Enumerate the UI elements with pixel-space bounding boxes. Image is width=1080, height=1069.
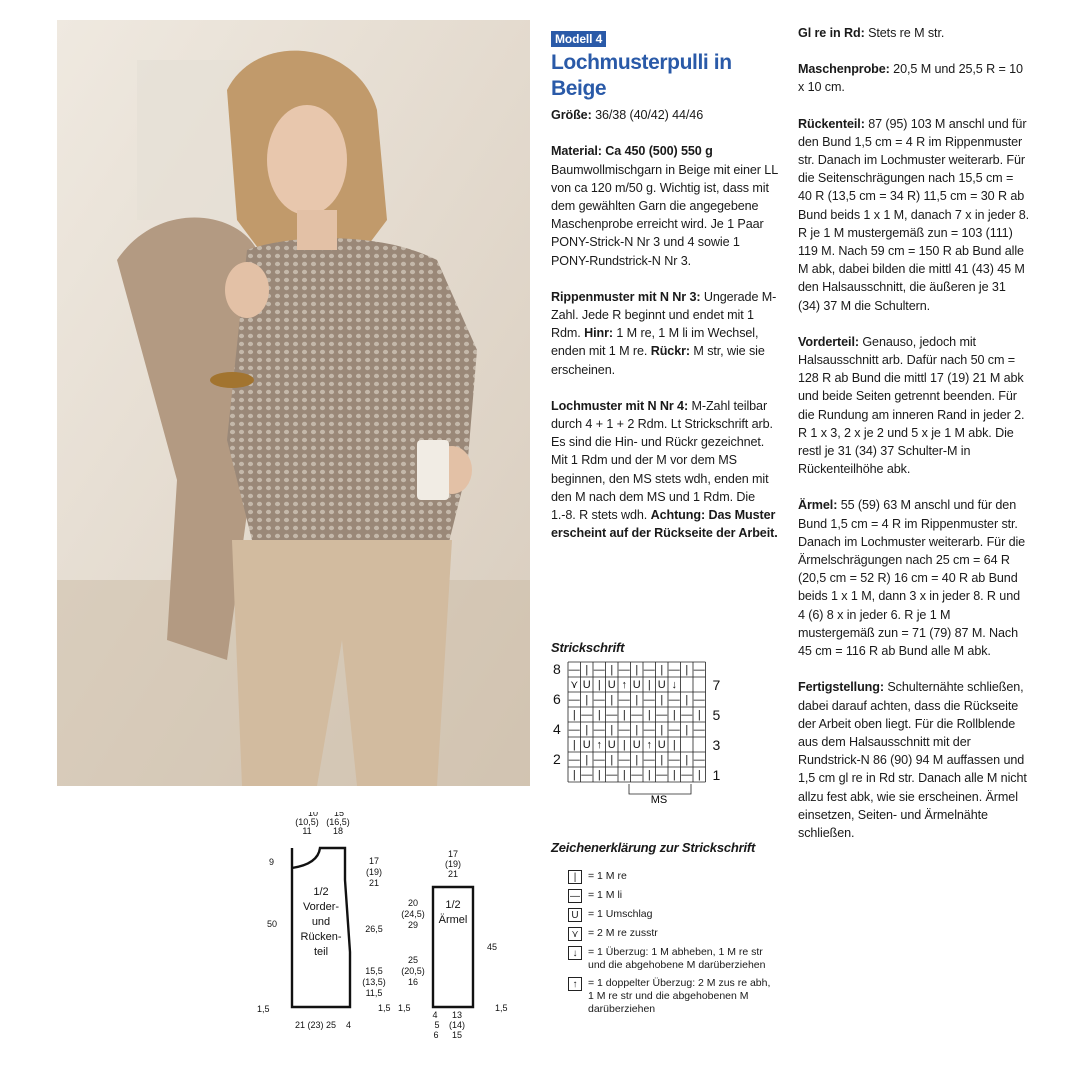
chart-cell-symbol: ⋎ xyxy=(570,679,579,691)
chart-cell-symbol: | xyxy=(622,709,626,721)
legend-symbol-icon: ↑ xyxy=(568,977,582,991)
chart-cell-symbol: — xyxy=(568,664,580,676)
legend-heading: Zeichenerklärung zur Strickschrift xyxy=(551,840,756,855)
body-label-2: Vorder- xyxy=(302,901,340,913)
sleeve-left-b-3: 16 xyxy=(407,977,419,987)
body-top-left-2: (10,5) xyxy=(295,817,319,827)
chart-cell-symbol: U xyxy=(607,739,616,751)
chart-cell-symbol: | xyxy=(672,709,676,721)
sleeve-left-b-2: (20,5) xyxy=(401,966,425,976)
body-left-15: 1,5 xyxy=(257,1004,270,1014)
lochmuster-section xyxy=(551,397,779,543)
chart-cell-symbol: — xyxy=(593,694,605,706)
aermel-label: Ärmel: xyxy=(798,498,838,513)
chart-cell-symbol: — xyxy=(593,754,605,766)
body-right-15: 1,5 xyxy=(378,1003,391,1013)
sleeve-right-15: 1,5 xyxy=(495,1003,508,1013)
legend-symbol-icon: ⋎ xyxy=(568,927,582,941)
chart-row-label-right: 1 xyxy=(712,767,721,783)
ruecken-label: Rückenteil: xyxy=(798,116,865,131)
sleeve-left-b-1: 25 xyxy=(407,955,419,965)
chart-cell-symbol: | xyxy=(597,769,601,781)
chart-row-label-right: 5 xyxy=(712,707,721,723)
body-right-low-1: 15,5 xyxy=(365,966,383,976)
chart-cell-symbol: — xyxy=(593,664,605,676)
sleeve-right-45: 45 xyxy=(487,942,498,952)
chart-cell-symbol: — xyxy=(681,709,693,721)
chart-row-label-right: 7 xyxy=(712,677,721,693)
chart-cell-symbol: | xyxy=(597,679,601,691)
chart-cell-symbol: | xyxy=(610,694,614,706)
chart-row-label-left: 6 xyxy=(553,691,561,707)
ruecken-text: 87 (95) 103 M anschl und für den Bund 1,5 cm = 4 R im Rippenmuster str. Danach im Lochmuster weiterarb. Für die Seitenschrägungen nach 15,5 cm = 40 R (13,5 cm = 34 R) 11,5 cm = 30 R ab Bund beids 1 x 1 M, danach 7 x in jeder 8. R je 1 M mustergemäß zun = 103 (111) 119 M. Nach 59 cm = 150 R ab Bund alle M abk, dabei bilden die mittl 41 (43) 45 M den Halsausschnitt, die äußeren je 31 (34) 37 M die Schultern. xyxy=(798,116,1030,313)
chart-row-label-left: 4 xyxy=(553,721,561,737)
chart-cell-symbol: — xyxy=(618,724,630,736)
chart-cell-symbol: — xyxy=(693,664,705,676)
chart-cell-symbol: ↓ xyxy=(671,679,677,691)
chart-cell-symbol: — xyxy=(668,754,680,766)
sleeve-label-1: 1/2 xyxy=(445,899,461,911)
chart-cell-symbol: | xyxy=(660,664,664,676)
chart-row-label-right: 3 xyxy=(712,737,721,753)
chart-cell-symbol: — xyxy=(618,664,630,676)
fertig-label: Fertigstellung: xyxy=(798,680,884,695)
legend-symbol-icon: U xyxy=(568,908,582,922)
sleeve-bottom-1: 13 xyxy=(451,1010,463,1020)
body-right-top-3: 21 xyxy=(368,878,380,888)
body-label-4: Rücken- xyxy=(300,931,342,943)
body-right-top-1: 17 xyxy=(368,856,380,866)
chart-cell-symbol: — xyxy=(693,724,705,736)
chart-cell-symbol: | xyxy=(660,724,664,736)
glre-text: Stets re M str. xyxy=(864,26,945,40)
chart-cell-symbol: | xyxy=(622,769,626,781)
photo-illustration xyxy=(57,20,530,786)
legend-text: = 1 Überzug: 1 M abheben, 1 M re str und die abgehobene M darüberziehen xyxy=(588,946,766,971)
chart-cell-symbol: — xyxy=(643,694,655,706)
chart-cell-symbol: | xyxy=(635,724,639,736)
body-label-5: teil xyxy=(313,946,329,958)
knitting-chart-svg xyxy=(551,660,731,810)
chart-cell-symbol: U xyxy=(632,739,641,751)
legend-symbol-icon: — xyxy=(570,890,580,902)
body-right-low-3: 11,5 xyxy=(365,988,383,998)
chart-cell-symbol: — xyxy=(581,769,593,781)
chart-cell-symbol: | xyxy=(660,694,664,706)
loch-label: Lochmuster mit N Nr 4: xyxy=(551,398,689,413)
chart-cell-symbol: — xyxy=(606,769,618,781)
size-line xyxy=(551,106,779,124)
achtung-label: Achtung: Das Muster erscheint auf der Rückseite der Arbeit. xyxy=(551,508,778,541)
chart-cell-symbol: | xyxy=(610,664,614,676)
legend-item xyxy=(568,977,778,1016)
fertig-text: Schulternähte schließen, dabei darauf achten, dass die Rückseite der Arbeit oben liegt. Für die Rollblende aus dem Halsausschnitt mit der Rundstrick-N 86 (90) 94 M auffassen und 1,5 cm gl re in Rd str. Danach alle M nicht allzu fest abk, wie sie erscheinen. Ärmel einsetzen, Seiten- und Ärmelnähte schließen. xyxy=(798,680,1027,840)
knitting-chart xyxy=(551,660,731,815)
chart-cell-symbol: | xyxy=(685,754,689,766)
legend-symbol-icon: | xyxy=(568,870,582,884)
body-top-right-1: 15 xyxy=(333,812,345,818)
chart-cell-symbol: | xyxy=(672,739,676,751)
chart-row-label-left: 2 xyxy=(553,751,561,767)
rueckenteil-section xyxy=(798,115,1030,315)
chart-cell-symbol: | xyxy=(647,679,651,691)
chart-cell-symbol: | xyxy=(685,664,689,676)
chart-cell-symbol: — xyxy=(568,724,580,736)
chart-cell-symbol: U xyxy=(582,679,591,691)
chart-cell-symbol: — xyxy=(643,754,655,766)
maschenprobe-section xyxy=(798,60,1030,96)
legend-symbol-icon: ↓ xyxy=(568,946,582,960)
body-label-3: und xyxy=(311,916,331,928)
fertigstellung-section xyxy=(798,678,1030,842)
chart-cell-symbol: — xyxy=(631,769,643,781)
rueckr-text: M str, wie sie erscheinen. xyxy=(551,344,765,377)
legend-text: = 1 M li xyxy=(588,889,623,901)
chart-cell-symbol: | xyxy=(672,769,676,781)
body-right-mid: 26,5 xyxy=(365,924,383,934)
chart-cell-symbol: — xyxy=(631,709,643,721)
chart-cell-symbol: — xyxy=(668,694,680,706)
instructions-column-right xyxy=(798,24,1030,860)
chart-cell-symbol: — xyxy=(668,664,680,676)
sleeve-top-2: (19) xyxy=(444,859,462,869)
chart-cell-symbol: | xyxy=(585,664,589,676)
rippen-text: Ungerade M-Zahl. Jede R beginnt und endet mit 1 Rdm. xyxy=(551,289,777,341)
chart-cell-symbol: | xyxy=(647,769,651,781)
chart-cell-symbol: — xyxy=(656,709,668,721)
chart-cell-symbol: | xyxy=(585,694,589,706)
size-label: Größe: xyxy=(551,108,592,123)
sleeve-bottom-left-2: 5 xyxy=(434,1020,440,1030)
chart-cell-symbol: | xyxy=(572,739,576,751)
chart-cell-symbol: — xyxy=(568,694,580,706)
rueckr-label: Rückr: xyxy=(650,344,690,359)
material-label: Material: Ca 450 (500) 550 g xyxy=(551,144,713,159)
chart-legend xyxy=(568,870,778,1021)
legend-text: = 2 M re zusstr xyxy=(588,927,658,939)
chart-cell-symbol: | xyxy=(647,709,651,721)
schematic-drawings xyxy=(255,812,525,1047)
body-bottom-right: 4 xyxy=(346,1020,352,1030)
legend-text: = 1 Umschlag xyxy=(588,908,653,920)
body-right-top-2: (19) xyxy=(365,867,383,877)
sleeve-bottom-left-3: 6 xyxy=(433,1030,439,1040)
chart-cell-symbol: | xyxy=(660,754,664,766)
legend-item xyxy=(568,870,778,884)
chart-cell-symbol: | xyxy=(697,769,701,781)
hinr-label: Hinr: xyxy=(584,326,613,341)
chart-cell-symbol: | xyxy=(572,709,576,721)
body-top-right-2: (16,5) xyxy=(326,817,350,827)
chart-cell-symbol: — xyxy=(668,724,680,736)
sleeve-bottom-left-1: 4 xyxy=(432,1010,438,1020)
chart-cell-symbol: — xyxy=(681,769,693,781)
chart-cell-symbol: | xyxy=(585,754,589,766)
chart-cell-symbol: — xyxy=(656,769,668,781)
sleeve-top-1: 17 xyxy=(447,849,459,859)
rippen-section xyxy=(551,288,779,379)
glre-label: Gl re in Rd: xyxy=(798,26,865,40)
sleeve-bottom-2: (14) xyxy=(448,1020,466,1030)
chart-cell-symbol: — xyxy=(693,754,705,766)
chart-cell-symbol: | xyxy=(597,709,601,721)
material-section xyxy=(551,142,779,269)
chart-cell-symbol: ↑ xyxy=(596,739,602,751)
chart-cell-symbol: | xyxy=(685,694,689,706)
chart-cell-symbol: U xyxy=(582,739,591,751)
chart-cell-symbol: — xyxy=(593,724,605,736)
chart-cell-symbol: — xyxy=(606,709,618,721)
body-right-low-2: (13,5) xyxy=(362,977,386,987)
chart-cell-symbol: | xyxy=(685,724,689,736)
hinr-text: 1 M re, 1 M li im Wechsel, enden mit 1 M re. xyxy=(551,326,759,359)
chart-cell-symbol: U xyxy=(632,679,641,691)
legend-item xyxy=(568,889,778,903)
loch-text: M-Zahl teilbar durch 4 + 1 + 2 Rdm. Lt Strickschrift arb. Es sind die Hin- und Rückr gezeichnet. Mit 1 Rdm und der M vor dem MS beginnen, den MS stets wdh, enden mit den M nach dem MS und 1 Rdm. Die 1.-8. R stets wdh. xyxy=(551,398,773,523)
maschen-text: 20,5 M und 25,5 R = 10 x 10 cm. xyxy=(798,62,1023,95)
maschen-label: Maschenprobe: xyxy=(798,62,890,77)
sleeve-left-15: 1,5 xyxy=(398,1003,411,1013)
sleeve-left-a-3: 29 xyxy=(407,920,419,930)
sleeve-bottom-3: 15 xyxy=(451,1030,463,1040)
material-text: Baumwollmischgarn in Beige mit einer LL von ca 120 m/50 g. Wichtig ist, dass mit dem gewählten Garn die angegebene Maschenprobe erreicht wird. Je 1 Paar PONY-Strick-N Nr 3 und 4 sowie 1 PONY-Rundstrick-N Nr 3. xyxy=(551,162,778,268)
legend-text: = 1 doppelter Überzug: 2 M zus re abh, 1 M re str und die abgehobenen M darüberziehen xyxy=(588,977,771,1015)
page-title: Lochmusterpulli in Beige xyxy=(551,51,732,101)
model-photo xyxy=(57,20,530,786)
chart-cell-symbol: | xyxy=(610,724,614,736)
body-left-9: 9 xyxy=(269,857,275,867)
legend-text: = 1 M re xyxy=(588,870,627,882)
chart-cell-symbol: — xyxy=(643,664,655,676)
chart-cell-symbol: — xyxy=(581,709,593,721)
vorder-label: Vorderteil: xyxy=(798,334,859,349)
aermel-text: 55 (59) 63 M anschl und für den Bund 1,5 cm = 4 R im Rippenmuster str. Danach im Lochmuster weiterarb. Für die Ärmelschrägungen nach 25 cm = 64 R (20,5 cm = 52 R) 16 cm = 40 R ab Bund beids 1 x 1 M, dann 3 x in jeder 8. R und 4 (6) 8 x in jeder 6. R je 1 M mustergemäß zun = 71 (79) 87 M. Nach 45 cm = 116 R ab Bund alle M abk. xyxy=(798,498,1026,659)
chart-cell-symbol: | xyxy=(635,754,639,766)
chart-cell-symbol: — xyxy=(568,754,580,766)
chart-row-label-left: 8 xyxy=(553,661,561,677)
chart-cell-symbol: | xyxy=(622,739,626,751)
rippen-label: Rippenmuster mit N Nr 3: xyxy=(551,289,701,304)
chart-cell-symbol: U xyxy=(607,679,616,691)
chart-cell-symbol: | xyxy=(585,724,589,736)
sleeve-left-a-1: 20 xyxy=(407,898,419,908)
chart-cell-symbol: U xyxy=(657,739,666,751)
chart-cell-symbol: — xyxy=(618,754,630,766)
strickschrift-heading: Strickschrift xyxy=(551,640,625,655)
legend-item xyxy=(568,946,778,972)
legend-item xyxy=(568,927,778,941)
body-label-1: 1/2 xyxy=(313,886,329,898)
chart-cell-symbol: | xyxy=(572,769,576,781)
instructions-column-left xyxy=(551,30,779,560)
chart-cell-symbol: — xyxy=(618,694,630,706)
chart-cell-symbol: | xyxy=(697,709,701,721)
model-badge: Modell 4 xyxy=(551,31,606,47)
aermel-section xyxy=(798,496,1030,660)
sleeve-left-a-2: (24,5) xyxy=(401,909,425,919)
glre-section xyxy=(798,24,1030,42)
chart-ms-label: MS xyxy=(650,794,668,806)
size-value: 36/38 (40/42) 44/46 xyxy=(591,108,704,123)
body-bottom: 21 (23) 25 xyxy=(295,1020,337,1030)
chart-cell-symbol: — xyxy=(693,694,705,706)
body-top-left-3: 11 xyxy=(302,826,312,836)
sleeve-label-2: Ärmel xyxy=(438,914,468,926)
body-top-right-3: 18 xyxy=(332,826,344,836)
body-left-50: 50 xyxy=(267,919,278,929)
chart-cell-symbol: U xyxy=(657,679,666,691)
chart-cell-symbol: ↑ xyxy=(646,739,652,751)
vorder-text: Genauso, jedoch mit Halsausschnitt arb. Dafür nach 50 cm = 128 R ab Bund die mittl 17 (19) 21 M abk und beide Seiten getrennt beenden. Für die Rundung am inneren Rand in jeder 2. R 1 x 3, 2 x je 2 und 5 x je 1 M abk. Die restl je 31 (34) 37 Schulter-M in Rückenteilhöhe abk. xyxy=(798,334,1025,477)
sleeve-top-3: 21 xyxy=(447,869,459,879)
body-top-left-1: 10 xyxy=(307,812,319,818)
legend-item xyxy=(568,908,778,922)
vorderteil-section xyxy=(798,333,1030,479)
chart-cell-symbol: | xyxy=(635,694,639,706)
chart-cell-symbol: | xyxy=(610,754,614,766)
chart-cell-symbol: | xyxy=(635,664,639,676)
chart-cell-symbol: ↑ xyxy=(621,679,627,691)
schematic-svg xyxy=(255,812,525,1042)
chart-cell-symbol: — xyxy=(643,724,655,736)
